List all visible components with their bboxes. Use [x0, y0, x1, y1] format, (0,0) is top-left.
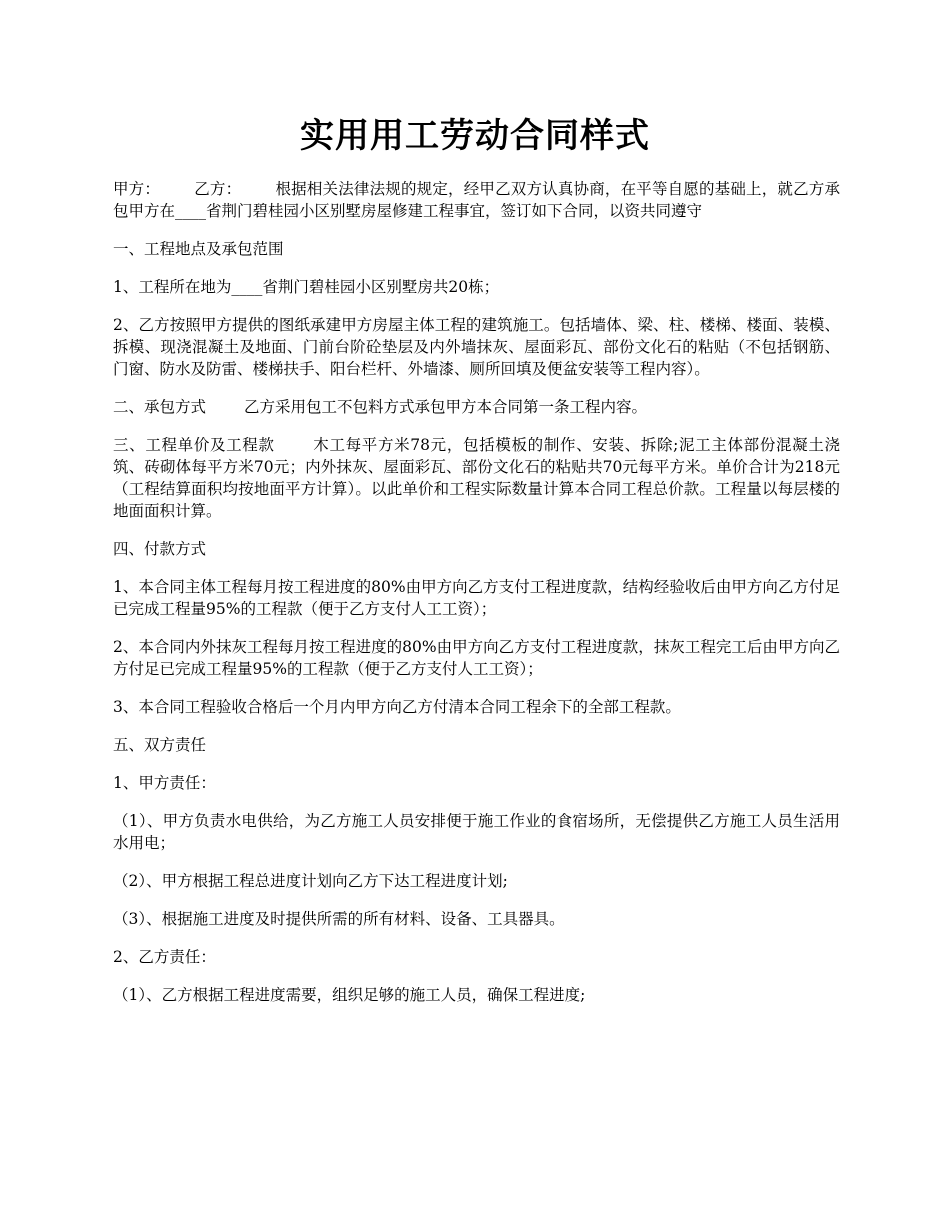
section-1-item-1: 1、工程所在地为____省荆门碧桂园小区别墅房共20栋；: [113, 278, 500, 296]
section-4-item-1: 1、本合同主体工程每月按工程进度的80%由甲方向乙方支付工程进度款，结构经验收后由甲方向乙方付足已完成工程量95%的工程款（便于乙方支付人工工资）；: [113, 578, 840, 618]
intro-paragraph: [113, 178, 840, 222]
section-2-paragraph: [113, 396, 840, 418]
section-4-item-2: 2、本合同内外抹灰工程每月按工程进度的80%由甲方向乙方支付工程进度款，抹灰工程完工后由甲方向乙方付足已完成工程量95%的工程款（便于乙方支付人工工资）；: [113, 638, 840, 678]
document-body: [113, 178, 840, 1022]
section-3-paragraph: [113, 434, 840, 522]
section-1-heading: 一、工程地点及承包范围: [113, 240, 284, 258]
section-2-heading: 二、承包方式: [113, 398, 207, 416]
intro-text: 根据相关法律法规的规定，经甲乙双方认真协商，在平等自愿的基础上，就乙方承包甲方在____省荆门碧桂园小区别墅房屋修建工程事宜，签订如下合同，以资共同遵守: [113, 180, 840, 220]
section-3-text: 木工每平方米78元，包括模板的制作、安装、拆除;泥工主体部份混凝土浇筑、砖砌体每平方米70元；内外抹灰、屋面彩瓦、部份文化石的粘贴共70元每平方米。单价合计为218元（工程结算面积均按地面平方计算）。以此单价和工程实际数量计算本合同工程总价款。工程量以每层楼的地面面积计算。: [113, 436, 840, 520]
party-a-duties-heading: 1、甲方责任：: [113, 774, 216, 792]
party-a-duty-2: （2）、甲方根据工程总进度计划向乙方下达工程进度计划;: [113, 872, 508, 890]
section-4-item-3: 3、本合同工程验收合格后一个月内甲方向乙方付清本合同工程余下的全部工程款。: [113, 698, 681, 716]
section-1-item-2: 2、乙方按照甲方提供的图纸承建甲方房屋主体工程的建筑施工。包括墙体、梁、柱、楼梯、楼面、装模、拆模、现浇混凝土及地面、门前台阶砼垫层及内外墙抹灰、屋面彩瓦、部份文化石的粘贴（不包括钢筋、门窗、防水及防雷、楼梯扶手、阳台栏杆、外墙漆、厕所回填及便盆安装等工程内容）。: [113, 316, 840, 378]
party-b-label: 乙方：: [194, 180, 242, 198]
section-2-text: 乙方采用包工不包料方式承包甲方本合同第一条工程内容。: [244, 398, 648, 416]
document-title: 实用用工劳动合同样式: [300, 116, 650, 156]
party-b-duty-1: （1）、乙方根据工程进度需要，组织足够的施工人员，确保工程进度;: [113, 986, 586, 1004]
section-3-heading: 三、工程单价及工程款: [113, 436, 275, 454]
section-5-heading: 五、双方责任: [113, 736, 207, 754]
party-a-label: 甲方：: [113, 180, 161, 198]
party-a-duty-3: （3）、根据施工进度及时提供所需的所有材料、设备、工具器具。: [113, 910, 565, 928]
section-4-heading: 四、付款方式: [113, 540, 207, 558]
party-b-duties-heading: 2、乙方责任：: [113, 948, 216, 966]
party-a-duty-1: （1）、甲方负责水电供给，为乙方施工人员安排便于施工作业的食宿场所，无偿提供乙方施工人员生活用水用电；: [113, 812, 840, 852]
